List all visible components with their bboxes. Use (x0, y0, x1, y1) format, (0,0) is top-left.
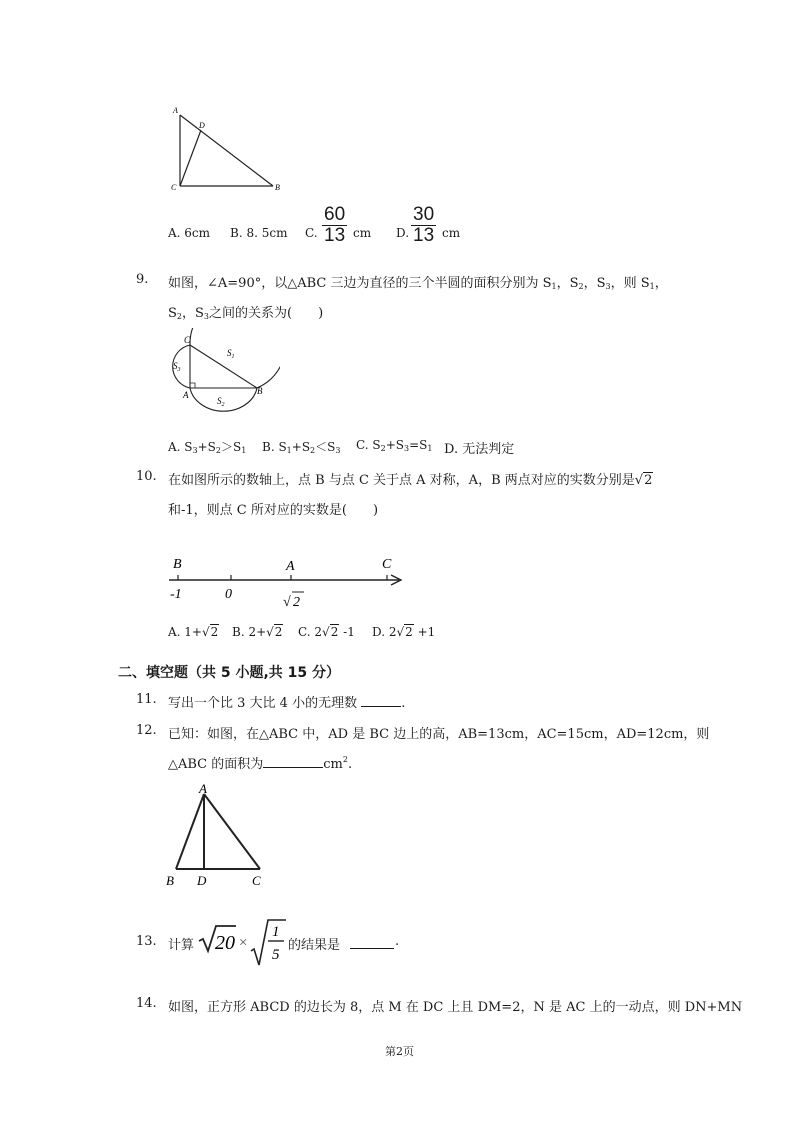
q9-sub-1: 1 (551, 282, 557, 291)
q9-label-a: A (183, 390, 189, 400)
q9-sub-4: 1 (649, 282, 655, 291)
q9-text-a: 如图，∠A=90°，以△ABC 三边为直径的三个半圆的面积分别为 S (168, 276, 552, 291)
q10-line1-radicand: 2 (644, 473, 653, 488)
q13-denominator: 5 (272, 947, 280, 963)
q12-number: 12. (136, 723, 157, 738)
q13-prefix: 计算 (168, 938, 195, 953)
q11-answer-blank[interactable] (361, 706, 401, 707)
q10-label-minus1: -1 (170, 587, 182, 602)
q13-times: × (238, 935, 249, 951)
q9-label-s1: S (227, 348, 232, 358)
q9-text-d: ，则 S (610, 276, 650, 291)
q10-label-b: B (173, 557, 182, 572)
q9-l2-c: 之间的关系为( ) (209, 306, 324, 321)
q9-label-c: C (184, 335, 191, 345)
q9-l2-sub-1: 2 (176, 312, 182, 321)
q9-sub-3: 3 (605, 282, 611, 291)
q8-d-denominator: 13 (413, 225, 435, 246)
q12-triangle-figure (162, 782, 277, 890)
q8-c-numerator: 60 (324, 204, 346, 225)
q12-line2: △ABC 的面积为 $cm^2$. (168, 755, 353, 772)
svg-text:S3 (173, 361, 181, 373)
svg-text:S2 (217, 396, 225, 408)
q9-line1 (168, 272, 668, 291)
q9-number: 9. (136, 272, 149, 287)
q8-option-c-prefix: C. (305, 226, 318, 240)
q13-radicand-20: 20 (215, 932, 235, 954)
q10-number: 10. (136, 469, 157, 484)
q9-label-s2: S (217, 396, 222, 406)
q9-option-c: C. $S_2+S_3=S_1$ (356, 438, 433, 453)
q10-option-b: B. 2+√2 (232, 625, 283, 639)
q8-c-denominator: 13 (324, 225, 346, 246)
q13-answer-blank[interactable] (350, 934, 394, 949)
q12-label-d: D (197, 873, 207, 888)
q12-label-c: C (252, 873, 261, 888)
svg-text:S1 (227, 348, 235, 360)
q9-sub-2: 2 (578, 282, 584, 291)
q10-line2: 和-1，则点 C 所对应的实数是( ) (168, 503, 379, 518)
q9-label-s3: S (173, 361, 178, 371)
q10-label-c: C (382, 557, 392, 572)
q9-text-b: ，S (556, 276, 579, 291)
q12-line1: 已知：如图，在△ABC 中，AD 是 BC 边上的高，AB=13cm，AC=15cm，AD=12cm，则 (168, 727, 710, 742)
q13-number: 13. (136, 934, 157, 949)
q10-option-c: C. 2√2 -1 (298, 625, 355, 639)
q8-triangle-figure (165, 100, 290, 195)
q9-option-a: A. $S_3+S_2>S_1$ (168, 440, 247, 455)
q8-d-numerator: 30 (413, 204, 435, 225)
q10-label-rad: 2 (293, 595, 300, 610)
q9-option-d: D. 无法判定 (444, 442, 515, 457)
q12-label-a: A (199, 782, 207, 796)
q8-label-b: B (275, 183, 280, 192)
q8-label-d: D (199, 121, 205, 130)
svg-text:√: √ (283, 595, 291, 610)
q9-text-c: ，S (583, 276, 606, 291)
q10-label-zero: 0 (225, 587, 232, 602)
q9-label-s2-n: 2 (221, 402, 225, 408)
q10-line1 (168, 469, 653, 488)
q12-answer-blank[interactable] (263, 767, 323, 768)
q13-sqrt-expression (196, 917, 286, 967)
q10-line1-text: 在如图所示的数轴上，点 B 与点 C 关于点 A 对称，A，B 两点对应的实数分别是 (168, 473, 635, 488)
q9-semicircles-figure (165, 328, 280, 428)
q8-option-c-unit: cm (353, 226, 372, 240)
q12-label-b: B (166, 873, 174, 888)
q8-option-d-unit: cm (442, 226, 461, 240)
q8-option-b: B. 8. 5cm (230, 226, 288, 240)
q8-option-d-fraction (411, 205, 436, 246)
q10-option-d: D. 2√2 +1 (372, 625, 436, 639)
q9-label-s1-n: 1 (231, 354, 235, 360)
q14-number: 14. (136, 996, 157, 1011)
q9-l2-sub-2: 3 (203, 312, 209, 321)
q10-sqrt-icon: √ (634, 473, 644, 488)
q9-line2 (168, 302, 323, 321)
q8-option-a: A. 6cm (168, 226, 211, 240)
section-title: 二、填空题（共 5 小题,共 15 分） (118, 665, 341, 681)
q8-option-c-fraction (322, 205, 347, 246)
q11-number: 11. (136, 692, 157, 707)
q8-option-d-prefix: D. (396, 226, 410, 240)
q9-text-e: ， (654, 276, 668, 291)
q13-suffix: 的结果是 (288, 938, 341, 953)
q11-text: 写出一个比 3 大比 4 小的无理数 (168, 696, 362, 711)
q10-number-line (165, 550, 410, 615)
q11-line: 写出一个比 3 大比 4 小的无理数 . (168, 696, 406, 711)
q10-option-a: A. 1+√2 (168, 625, 219, 639)
q9-label-b: B (257, 386, 263, 396)
q8-label-c: C (171, 183, 177, 192)
q8-label-a: A (173, 106, 178, 115)
q9-l2-a: S (168, 306, 177, 321)
q9-label-s3-n: 3 (177, 367, 181, 373)
q14-text: 如图，正方形 ABCD 的边长为 8，点 M 在 DC 上且 DM=2，N 是 AC 上的一动点，则 DN+MN (168, 1000, 743, 1015)
q9-option-b: B. $S_1+S_2<S_3$ (262, 440, 341, 455)
q12-line2-text: △ABC 的面积为 (168, 757, 264, 772)
q9-l2-b: ，S (182, 306, 204, 321)
page-number: 第2页 (385, 1045, 414, 1058)
q10-label-a: A (286, 559, 295, 574)
q13-numerator: 1 (272, 924, 280, 940)
